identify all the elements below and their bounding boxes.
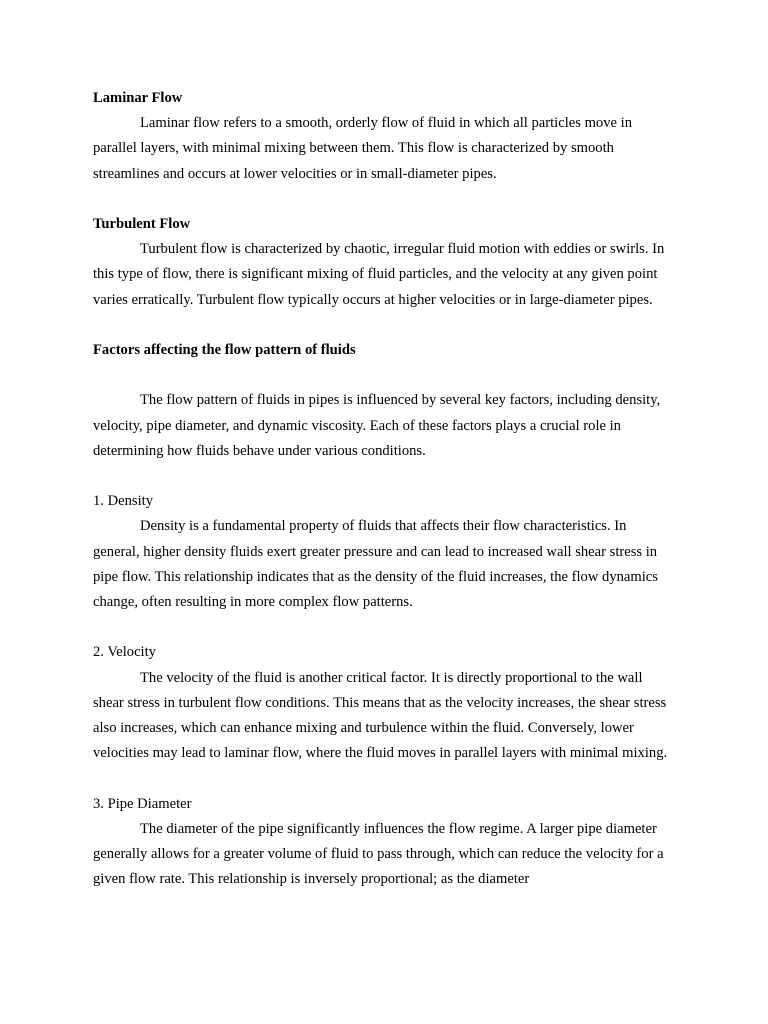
turbulent-flow-paragraph: Turbulent flow is characterized by chaotic, irregular fluid motion with eddies or swirls. In this type of flow, there is significant mixing of fluid particles, and the velocity at any given point varies erratically. Turbulent flow typically occurs at higher velocities or in large-diameter pipes. — [93, 241, 665, 308]
pipe-diameter-paragraph: The diameter of the pipe significantly influences the flow regime. A larger pipe diameter generally allows for a greater volume of fluid to pass through, which can reduce the velocity for a given flow rate. This relationship is inversely proportional; as the diameter — [93, 820, 664, 888]
document-body — [93, 86, 673, 892]
velocity-paragraph: The velocity of the fluid is another critical factor. It is directly proportional to the wall shear stress in turbulent flow conditions. This means that as the velocity increases, the shear stress also increases, which can enhance mixing and turbulence within the fluid. Conversely, lower velocities may lead to laminar flow, where the fluid moves in parallel layers with minimal mixing. — [93, 669, 668, 762]
spacer — [93, 464, 673, 489]
spacer — [93, 363, 673, 388]
pipe-diameter-heading: 3. Pipe Diameter — [93, 795, 192, 812]
spacer — [93, 187, 673, 212]
density-heading: 1. Density — [93, 493, 153, 510]
turbulent-flow-heading: Turbulent Flow — [93, 216, 191, 232]
factors-heading: Factors affecting the flow pattern of fluids — [93, 342, 356, 358]
laminar-flow-heading: Laminar Flow — [93, 90, 183, 106]
spacer — [93, 313, 673, 338]
density-paragraph: Density is a fundamental property of fluids that affects their flow characteristics. In general, higher density fluids exert greater pressure and can lead to increased wall shear stress in pipe flow. This relationship indicates that as the density of the fluid increases, the flow dynamics change, often resulting in more complex flow patterns. — [93, 518, 658, 610]
spacer — [93, 766, 673, 791]
spacer — [93, 615, 673, 640]
factors-intro-paragraph: The flow pattern of fluids in pipes is influenced by several key factors, including density, velocity, pipe diameter, and dynamic viscosity. Each of these factors plays a crucial role in determining how fluids behave under various conditions. — [93, 392, 661, 459]
velocity-heading: 2. Velocity — [93, 644, 156, 661]
laminar-flow-paragraph: Laminar flow refers to a smooth, orderly flow of fluid in which all particles move in parallel layers, with minimal mixing between them. This flow is characterized by smooth streamlines and occurs at lower velocities or in small-diameter pipes. — [93, 115, 632, 182]
